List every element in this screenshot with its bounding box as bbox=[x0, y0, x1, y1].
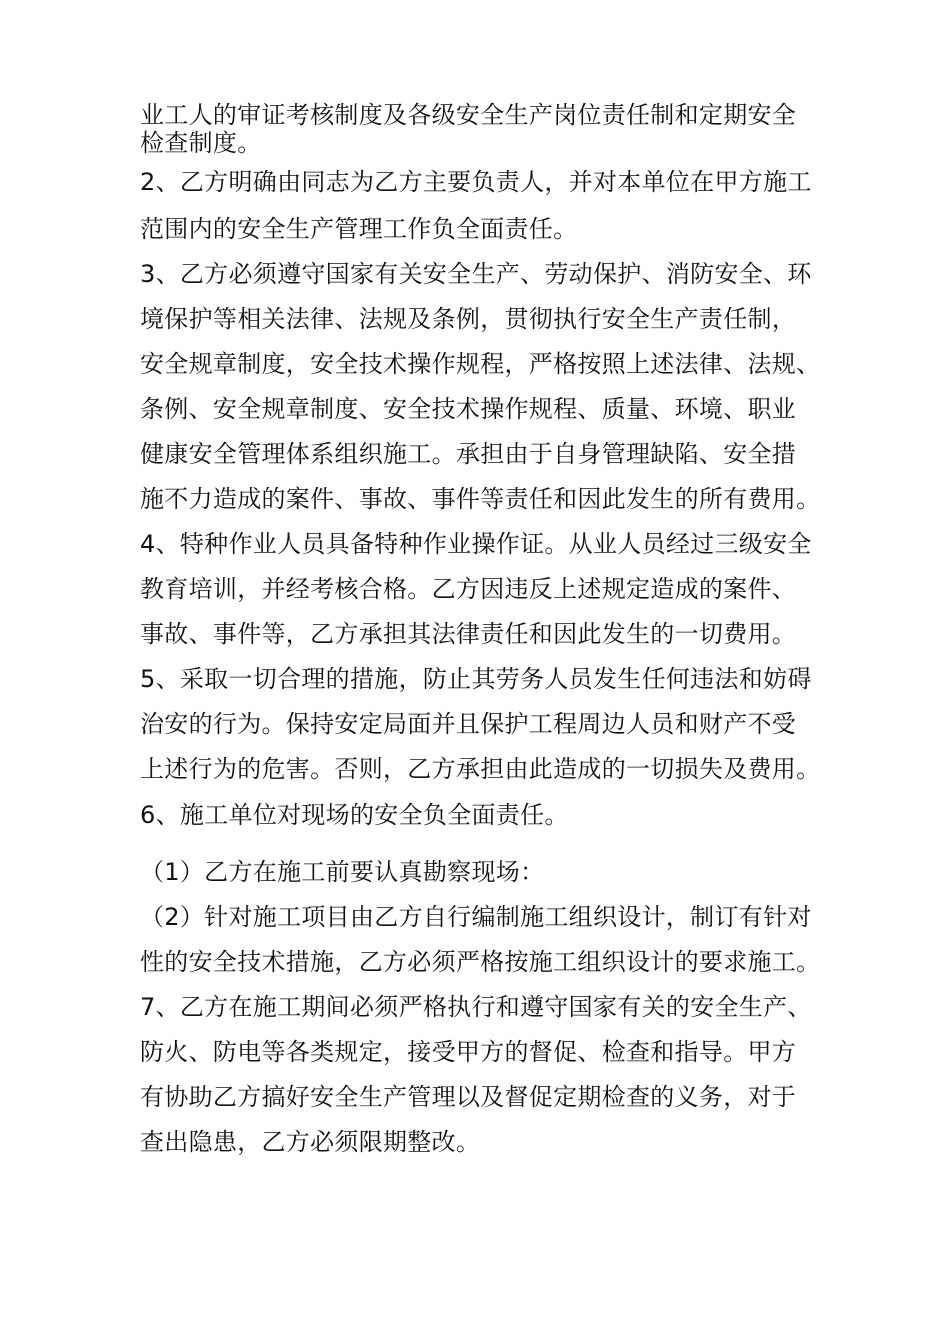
text-line: 健康安全管理体系组织施工。承担由于自身管理缺陷、安全措 bbox=[140, 440, 797, 468]
text-line: 业工人的审证考核制度及各级安全生产岗位责任制和定期安全 bbox=[140, 101, 797, 129]
text-line: 教育培训，并经考核合格。乙方因违反上述规定造成的案件、 bbox=[140, 575, 797, 603]
text-line: 有协助乙方搞好安全生产管理以及督促定期检查的义务，对于 bbox=[140, 1083, 797, 1111]
text-line: 施不力造成的案件、事故、事件等责任和因此发生的所有费用。 bbox=[140, 485, 821, 513]
text-line: 2、乙方明确由同志为乙方主要负责人，并对本单位在甲方施工 bbox=[140, 168, 812, 196]
text-line: 检查制度。 bbox=[140, 129, 262, 157]
text-line: 4、特种作业人员具备特种作业操作证。从业人员经过三级安全 bbox=[140, 530, 812, 558]
text-line: 范围内的安全生产管理工作负全面责任。 bbox=[140, 215, 578, 243]
text-line: 5、采取一切合理的措施，防止其劳务人员发生任何违法和妨碍 bbox=[140, 665, 812, 693]
text-line: 6、施工单位对现场的安全负全面责任。 bbox=[140, 801, 569, 829]
text-line: 上述行为的危害。否则，乙方承担由此造成的一切损失及费用。 bbox=[140, 755, 821, 783]
text-line: （2）针对施工项目由乙方自行编制施工组织设计，制订有针对 bbox=[140, 903, 812, 931]
text-line: 境保护等相关法律、法规及条例，贯彻执行安全生产责任制， bbox=[140, 305, 797, 333]
text-line: 3、乙方必须遵守国家有关安全生产、劳动保护、消防安全、环 bbox=[140, 260, 812, 288]
text-line: 治安的行为。保持安定局面并且保护工程周边人员和财产不受 bbox=[140, 710, 797, 738]
text-line: 条例、安全规章制度、安全技术操作规程、质量、环境、职业 bbox=[140, 395, 797, 423]
text-line: 7、乙方在施工期间必须严格执行和遵守国家有关的安全生产、 bbox=[140, 993, 812, 1021]
text-line: （1）乙方在施工前要认真勘察现场： bbox=[140, 858, 545, 886]
text-line: 性的安全技术措施，乙方必须严格按施工组织设计的要求施工。 bbox=[140, 948, 821, 976]
text-line: 安全规章制度，安全技术操作规程，严格按照上述法律、法规、 bbox=[140, 350, 821, 378]
text-line: 查出隐患，乙方必须限期整改。 bbox=[140, 1128, 481, 1156]
text-line: 事故、事件等，乙方承担其法律责任和因此发生的一切费用。 bbox=[140, 620, 797, 648]
text-line: 防火、防电等各类规定，接受甲方的督促、检查和指导。甲方 bbox=[140, 1038, 797, 1066]
